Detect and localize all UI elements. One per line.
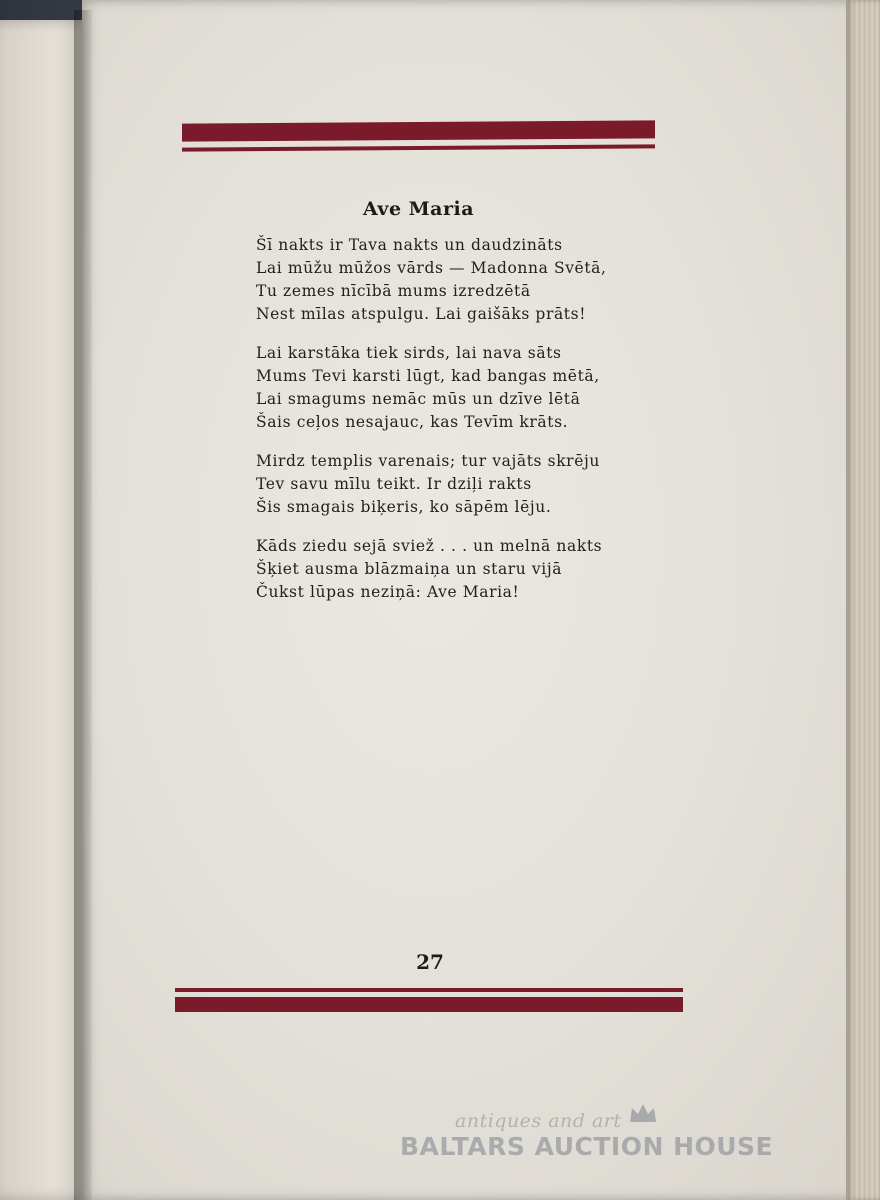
auction-watermark xyxy=(400,1100,820,1170)
poem-line: Šķiet ausma blāzmaiņa un staru vijā xyxy=(256,560,563,578)
poem-line: Lai mūžu mūžos vārds — Madonna Svētā, xyxy=(256,259,607,277)
watermark-name: BALTARS AUCTION HOUSE xyxy=(400,1132,774,1161)
poem-line: Tev savu mīlu teikt. Ir dziļi rakts xyxy=(256,475,532,493)
stanza-2 xyxy=(256,342,656,434)
poem-line: Kāds ziedu sejā sviež . . . un melnā nakts xyxy=(256,537,603,555)
poem-line: Šis smagais biķeris, ko sāpēm lēju. xyxy=(256,498,552,516)
page-stack-edge xyxy=(846,0,880,1200)
poem-line: Šī nakts ir Tava nakts un daudzināts xyxy=(256,236,563,254)
poem-line: Mirdz templis varenais; tur vajāts skrēju xyxy=(256,452,600,470)
stanza-1 xyxy=(256,234,656,326)
poem-line: Nest mīlas atspulgu. Lai gaišāks prāts! xyxy=(256,305,587,323)
top-decorative-rule xyxy=(182,122,655,162)
bottom-rule-thick-bar xyxy=(175,997,683,1012)
poem-line: Čukst lūpas neziņā: Ave Maria! xyxy=(256,583,520,601)
poem-body xyxy=(256,234,656,620)
poem-line: Lai smagums nemāc mūs un dzīve lētā xyxy=(256,390,581,408)
poem-line: Mums Tevi karsti lūgt, kad bangas mētā, xyxy=(256,367,600,385)
poem-line: Tu zemes nīcībā mums izredzētā xyxy=(256,282,531,300)
page-number: 27 xyxy=(416,950,444,974)
poem-line: Lai karstāka tiek sirds, lai nava sāts xyxy=(256,344,562,362)
watermark-tagline: antiques and art xyxy=(455,1110,622,1132)
top-rule-thick-bar xyxy=(182,120,655,141)
poem-title: Ave Maria xyxy=(362,198,475,220)
stanza-3 xyxy=(256,450,656,519)
crown-icon xyxy=(628,1102,658,1124)
bottom-decorative-rule xyxy=(175,986,683,1016)
book-gutter xyxy=(74,10,92,1200)
bottom-rule-thin-bar xyxy=(175,988,683,992)
stanza-4 xyxy=(256,535,656,604)
top-rule-thin-bar xyxy=(182,144,655,151)
poem-line: Šais ceļos nesajauc, kas Tevīm krāts. xyxy=(256,413,569,431)
